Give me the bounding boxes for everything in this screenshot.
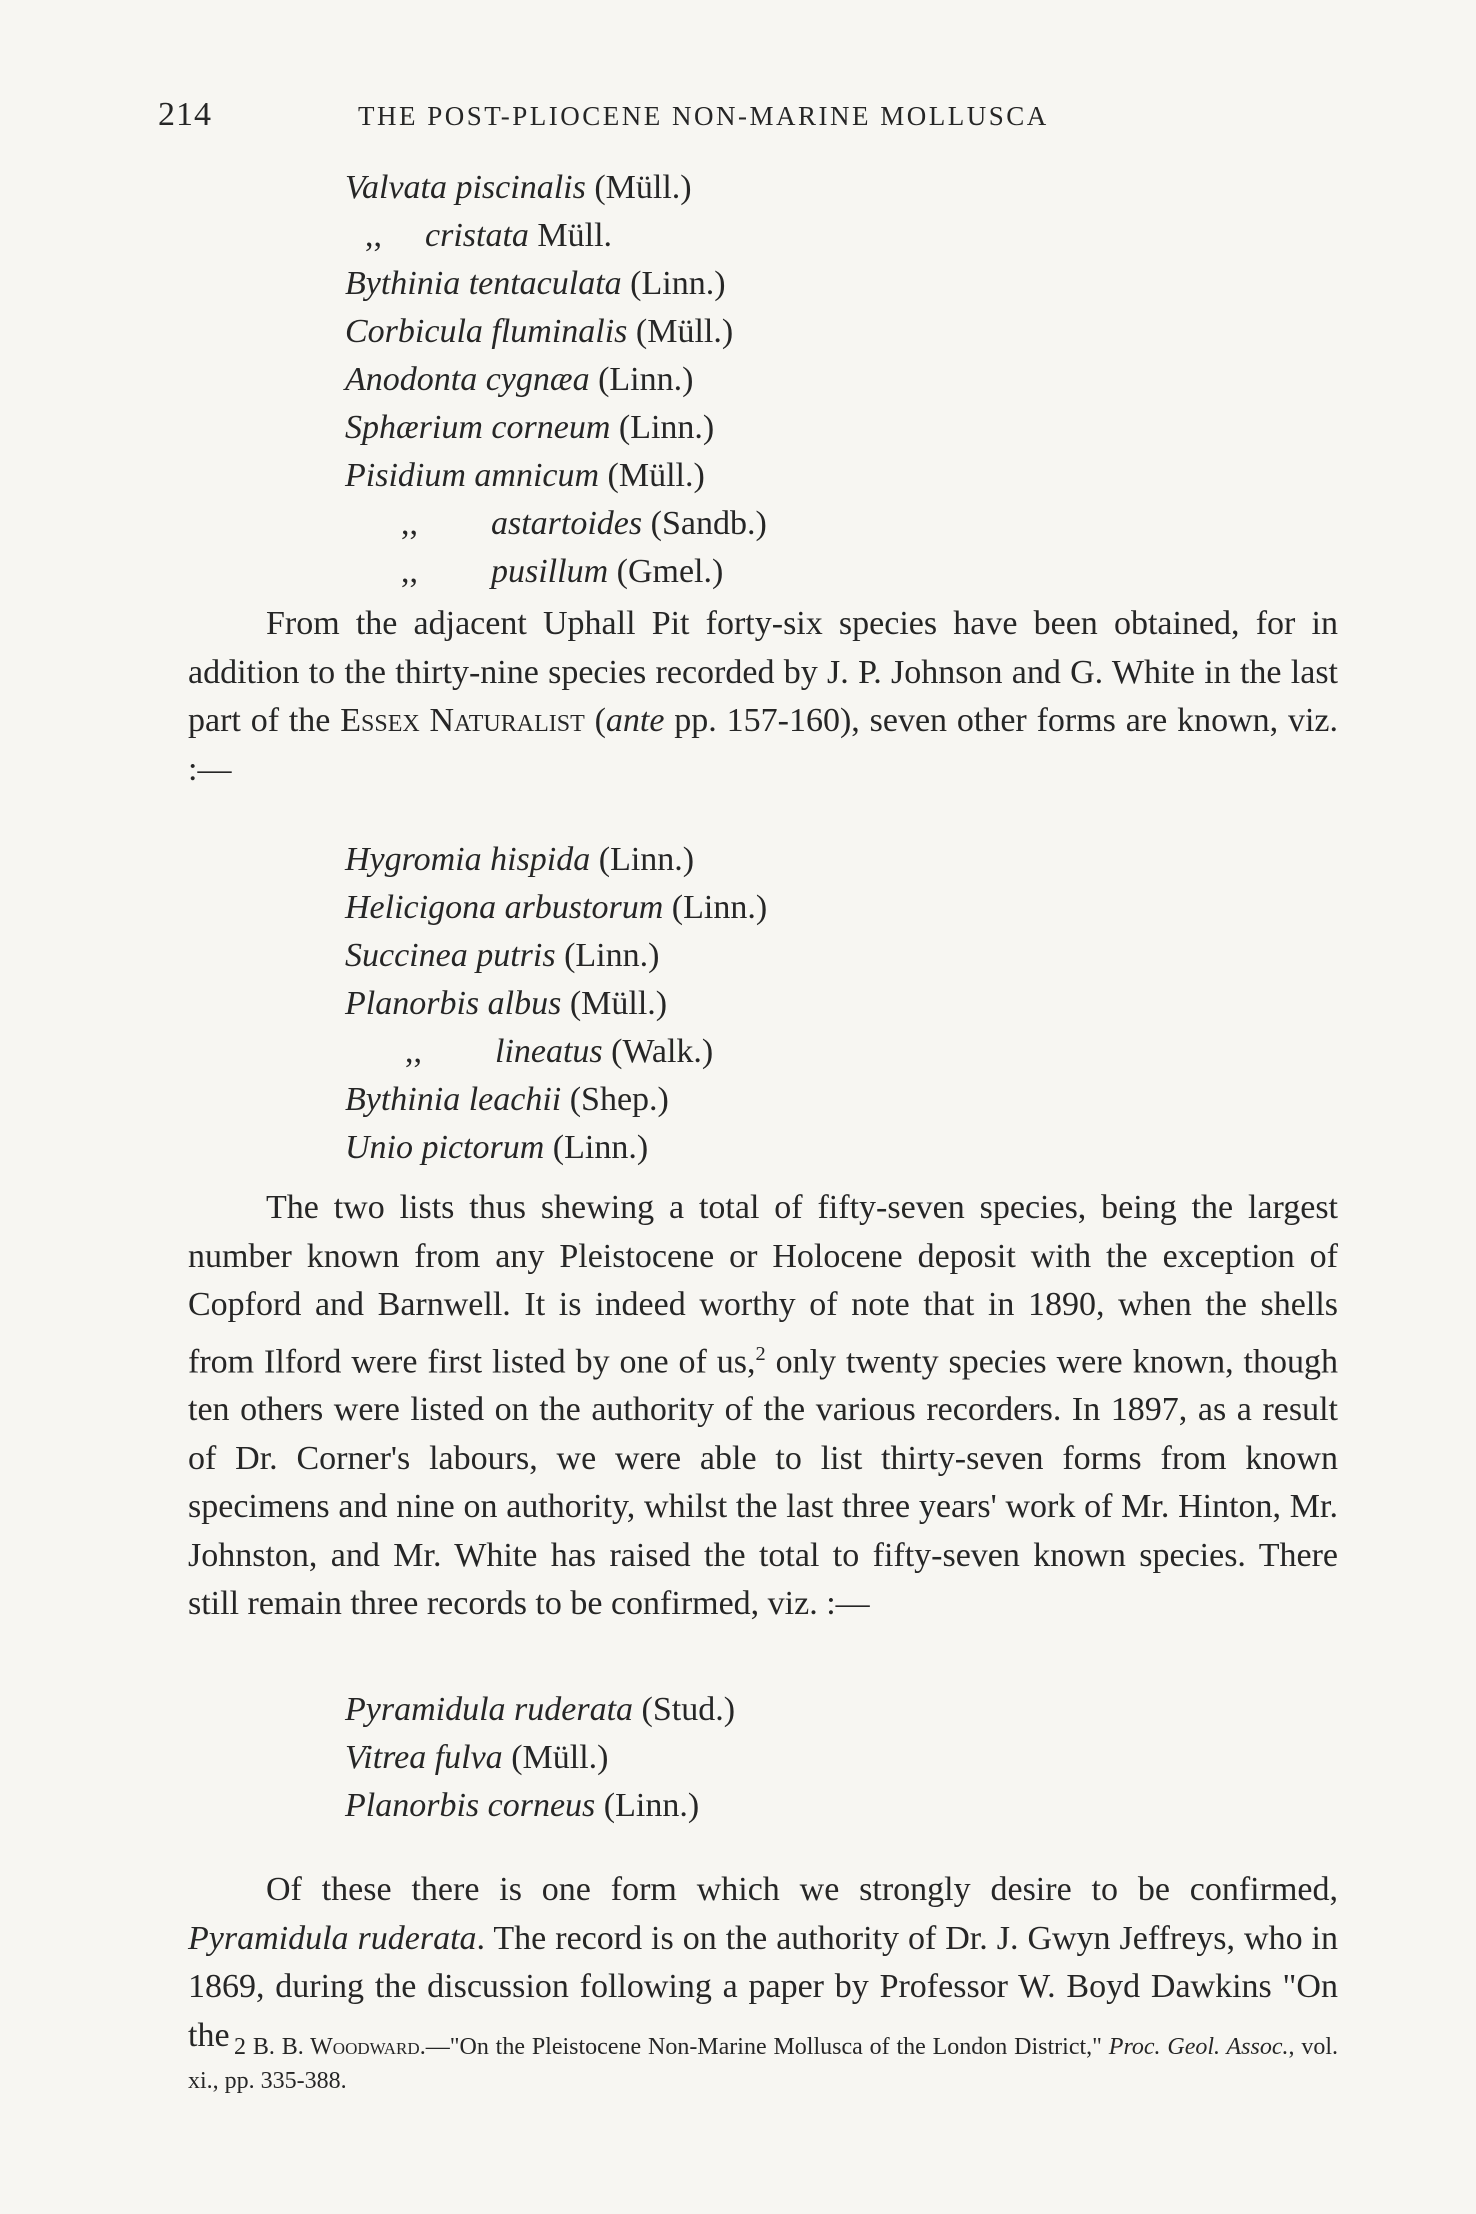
species-authority: (Linn.): [671, 889, 768, 926]
species-authority: (Linn.): [630, 265, 726, 302]
species-name: Succinea putris: [345, 937, 556, 974]
footnote-reference: 2: [755, 1342, 766, 1365]
ditto-mark: ,,: [401, 553, 418, 590]
species-authority: (Müll.): [511, 1739, 609, 1776]
species-authority: (Sandb.): [650, 505, 767, 542]
species-name: pusillum: [491, 553, 609, 590]
species-authority: (Müll.): [594, 169, 692, 206]
species-entry: [345, 356, 767, 404]
species-entry: [345, 1124, 767, 1172]
species-authority: (Stud.): [641, 1691, 736, 1728]
page-number: 214: [158, 96, 212, 133]
paragraph-text: . The record is on the authority of Dr. J. Gwyn Jeffreys, who in 1869, during the discussion following a paper by Professor W. Boyd Dawkins "On the: [188, 1919, 1338, 2054]
species-entry: [345, 1686, 735, 1734]
species-name: Anodonta cygnæa: [345, 361, 590, 398]
species-entry: [345, 932, 767, 980]
species-list-2: [345, 836, 767, 1172]
species-entry: [345, 1028, 767, 1076]
paragraph-text: pp. 157-160), seven other forms are known, viz. :—: [188, 702, 1338, 788]
species-list-3: [345, 1686, 735, 1830]
species-entry: [345, 260, 767, 308]
species-authority: (Müll.): [569, 985, 668, 1022]
species-name: Sphærium corneum: [345, 409, 611, 446]
running-title: THE POST-PLIOCENE NON-MARINE MOLLUSCA: [358, 101, 1049, 131]
species-authority: (Müll.): [635, 313, 734, 350]
species-name: Hygromia hispida: [345, 841, 591, 878]
species-entry: [345, 500, 767, 548]
species-authority: (Shep.): [569, 1081, 669, 1118]
ditto-mark: ,,: [405, 1033, 422, 1070]
species-name: Pisidium amnicum: [345, 457, 600, 494]
species-entry: [345, 980, 767, 1028]
species-entry: [345, 548, 767, 596]
species-entry: [345, 452, 767, 500]
footnote-author: B. B. Woodward: [252, 2034, 420, 2060]
footnote-text: , vol. xi., pp. 335-388.: [188, 2034, 1339, 2094]
species-entry: [345, 1782, 735, 1830]
species-name: Valvata piscinalis: [345, 169, 586, 206]
species-name: Pyramidula ruderata: [188, 1919, 477, 1957]
species-entry: [345, 404, 767, 452]
species-name: Corbicula fluminalis: [345, 313, 628, 350]
species-authority: (Gmel.): [616, 553, 724, 590]
paragraph-totals: [188, 1184, 1338, 1629]
footnote-journal: Proc. Geol. Assoc.: [1108, 2034, 1289, 2060]
species-authority: (Linn.): [618, 409, 715, 446]
species-authority: (Linn.): [603, 1787, 700, 1824]
paragraph-text: Of these there is one form which we strongly desire to be confirmed,: [266, 1871, 1338, 1908]
species-entry: [345, 836, 767, 884]
paragraph-text: From the adjacent Uphall Pit forty-six species have been obtained, for in addition to the thirty-nine species recorded by J. P. Johnson and G. White in the last part of the: [188, 605, 1338, 739]
species-authority: (Linn.): [598, 361, 694, 398]
reference-open: (: [584, 702, 606, 739]
ante-word: ante: [605, 702, 665, 739]
species-name: lineatus: [495, 1033, 603, 1070]
species-authority: (Walk.): [611, 1033, 714, 1070]
species-entry: [345, 1076, 767, 1124]
species-authority: (Müll.): [607, 457, 705, 494]
species-name: Bythinia leachii: [345, 1081, 562, 1118]
species-name: Planorbis corneus: [345, 1787, 596, 1824]
species-authority: (Linn.): [564, 937, 660, 974]
species-entry: [345, 1734, 735, 1782]
paragraph-text: The two lists thus shewing a total of fifty-seven species, being the largest number known from any Pleistocene or Holocene deposit with the exception of Copford and Barnwell. It is indeed worthy of note that in 1890, when the shells from Ilford were first listed by one of us,: [188, 1189, 1338, 1380]
footnote: [188, 2030, 1338, 2098]
species-name: Planorbis albus: [345, 985, 562, 1022]
species-name: cristata: [425, 217, 529, 254]
species-entry: [345, 164, 767, 212]
species-name: Unio pictorum: [345, 1129, 545, 1166]
ditto-mark: ,,: [365, 217, 382, 254]
species-authority: (Linn.): [552, 1129, 649, 1166]
species-entry: [345, 308, 767, 356]
ditto-mark: ,,: [401, 505, 418, 542]
paragraph-text: only twenty species were known, though ten others were listed on the authority of the various recorders. In 1897, as a result of Dr. Corner's labours, we were able to list thirty-seven forms from known specimens and nine on authority, whilst the last three years' work of Mr. Hinton, Mr. Johnston, and Mr. White has raised the total to fifty-seven known species. There still remain three records to be confirmed, viz. :—: [188, 1342, 1338, 1623]
species-name: Pyramidula ruderata: [345, 1691, 634, 1728]
paragraph-uphall-pit: [188, 600, 1338, 794]
species-authority: (Linn.): [598, 841, 695, 878]
species-name: Helicigona arbustorum: [345, 889, 664, 926]
species-entry: [345, 212, 767, 260]
footnote-text: .—"On the Pleistocene Non-Marine Mollusca of the London District,": [419, 2034, 1109, 2060]
species-entry: [345, 884, 767, 932]
species-name: Bythinia tentaculata: [345, 265, 622, 302]
species-authority: Müll.: [537, 217, 613, 254]
species-name: astartoides: [491, 505, 643, 542]
footnote-mark: 2: [234, 2034, 246, 2060]
page-header: [158, 96, 1338, 146]
journal-name: Essex Naturalist: [340, 702, 585, 739]
species-list-1: [345, 164, 767, 596]
species-name: Vitrea fulva: [345, 1739, 503, 1776]
